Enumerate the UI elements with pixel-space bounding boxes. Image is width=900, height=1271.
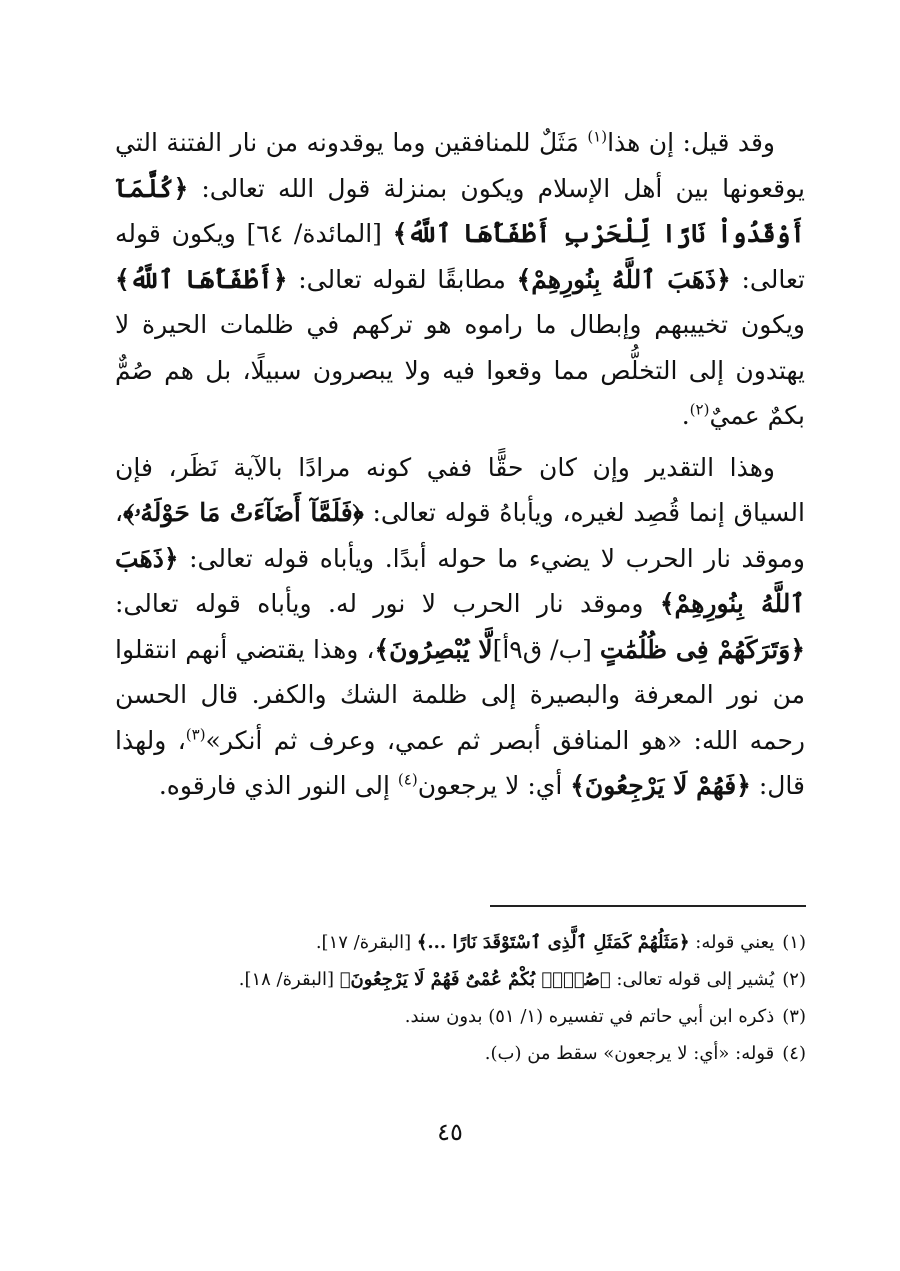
main-text (115, 120, 805, 809)
text-run: مطابقًا لقوله تعالى: (287, 264, 517, 294)
text-run: أي: لا يرجعون (417, 771, 571, 800)
quran-verse: ﴿كُلَّمَآ أَوْقَدُواْ نَارًا لِّلْحَرْبِ أَطْفَأَهَا ٱللَّهُ﴾ (115, 173, 805, 248)
footnote-divider (490, 905, 806, 907)
footnote-text: ذكره ابن أبي حاتم في تفسيره (١/ ٥١) بدون سند. (404, 1006, 775, 1027)
footnote-3 (130, 998, 806, 1035)
quran-verse: ﴿فَهُمْ لَا يَرْجِعُونَ﴾ (570, 771, 751, 800)
text-run: وقد قيل: إن هذا (607, 128, 775, 157)
footnote-2 (130, 961, 806, 998)
quran-verse: ﴿فَلَمَّآ أَضَآءَتْ مَا حَوْلَهُۥ﴾ (123, 498, 364, 527)
quran-verse: ﴿ذَهَبَ ٱللَّهُ بِنُورِهِمْ﴾ (516, 264, 731, 294)
text-run: مَثَلٌ للمنافقين وما يوقدونه من نار الفتنة التي يوقعونها بين أهل الإسلام ويكون بمنزلة قول الله تعالى: (115, 128, 805, 203)
footnote-ref-1: (١) (587, 127, 608, 146)
footnote-4 (130, 1035, 806, 1072)
quran-verse: ﴿أَطْفَأَهَا ٱللَّهُ﴾ (115, 264, 288, 294)
footnote-number: (١) (782, 932, 806, 953)
paragraph-2 (115, 445, 805, 809)
quran-verse: ﴿وَتَرَكَهُمْ فِى ظُلُمَٰتٍ (599, 634, 805, 664)
footnote-text: [البقرة/ ١٨]. (238, 969, 340, 990)
page-number: ٤٥ (437, 1118, 463, 1146)
text-run: ، وموقد نار الحرب لا يضيء ما حوله أبدًا. ويأباه قوله تعالى: (115, 498, 805, 573)
text-run: ، ولهذا قال: (115, 725, 805, 800)
footnote-ref-3: (٣) (185, 725, 206, 744)
footnote-1 (130, 924, 806, 961)
text-run: وموقد نار الحرب لا نور له. ويأباه قوله تعالى: (115, 589, 660, 618)
footnote-ref-4: (٤) (397, 770, 418, 789)
quran-verse: ﴿مَثَلُهُمْ كَمَثَلِ ٱلَّذِى ٱسْتَوْقَدَ نَارًا ...﴾ (416, 932, 690, 953)
footnote-text: يُشير إلى قوله تعالى: (610, 969, 775, 990)
paragraph-1 (115, 120, 805, 439)
footnote-number: (٤) (782, 1043, 806, 1064)
footnote-number: (٢) (782, 969, 806, 990)
text-run: وهذا التقدير وإن كان حقًّا ففي كونه مرادًا بالآية نَظَر، فإن السياق إنما قُصِد لغيره، ويأباهُ قوله تعالى: (115, 452, 805, 527)
footnote-ref-2: (٢) (689, 400, 710, 419)
text-run: . (681, 401, 690, 430)
footnote-text: قوله: «أي: لا يرجعون» سقط من (ب). (484, 1043, 775, 1064)
footnote-text: يعني قوله: (689, 932, 775, 953)
text-run: إلى النور الذي فارقوه. (158, 771, 398, 800)
quran-verse: ﴿صُمٌّۢ بُكْمٌ عُمْىٌ فَهُمْ لَا يَرْجِعُونَ﴾ (339, 969, 611, 990)
footnote-number: (٣) (782, 1006, 806, 1027)
text-run: [المائدة/ ٦٤] ويكون قوله تعالى: (115, 219, 805, 294)
text-run: ، وهذا يقتضي أنهم انتقلوا من نور المعرفة والبصيرة إلى ظلمة الشك والكفر. قال الحسن رحمه الله: «هو المنافق أبصر ثم عمي، وعرف ثم أنكر» (115, 634, 805, 755)
manuscript-marker: [ب/ ق٩أ] (492, 634, 600, 664)
quran-verse: لَّا يُبْصِرُونَ﴾ (374, 634, 493, 664)
footnotes (130, 924, 806, 1072)
quran-verse: ﴿ذَهَبَ ٱللَّهُ بِنُورِهِمْ﴾ (115, 543, 805, 618)
text-run: ويكون تخييبهم وإبطال ما راموه هو تركهم في ظلمات الحيرة لا يهتدون إلى التخلُّص مما وقعوا فيه ولا يبصرون سبيلًا، بل هم صُمٌّ بكمٌ عميٌ (115, 310, 805, 430)
footnote-text: [البقرة/ ١٧]. (315, 932, 417, 953)
